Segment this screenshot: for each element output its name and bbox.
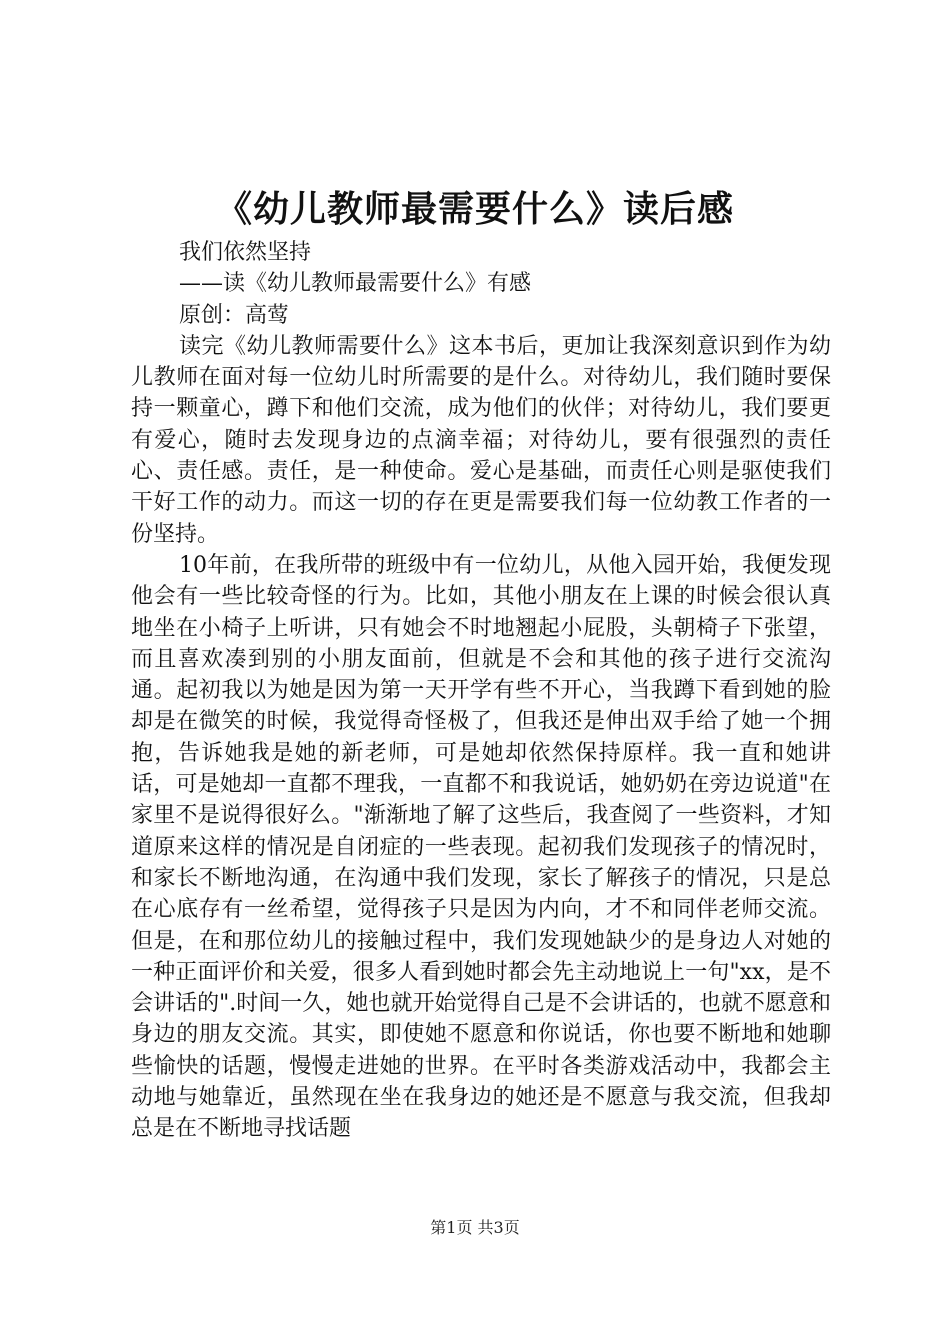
document-title: 《幼儿教师最需要什么》读后感 bbox=[215, 188, 734, 230]
document-body bbox=[131, 237, 831, 1145]
paragraph: 10年前，在我所带的班级中有一位幼儿，从他入园开始，我便发现他会有一些比较奇怪的行为。比如，其他小朋友在上课的时候会很认真地坐在小椅子上听讲，只有她会不时地翘起小屁股，头朝椅子下张望，而且喜欢凑到别的小朋友面前，但就是不会和其他的孩子进行交流沟通。起初我以为她是因为第一天开学有些不开心，当我蹲下看到她的脸却是在微笑的时候，我觉得奇怪极了，但我还是伸出双手给了她一个拥抱，告诉她我是她的新老师，可是她却依然保持原样。我一直和她讲话，可是她却一直都不理我，一直都不和我说话，她奶奶在旁边说道"在家里不是说得很好么。"渐渐地了解了这些后，我查阅了一些资料，才知道原来这样的情况是自闭症的一些表现。起初我们发现孩子的情况时，和家长不断地沟通，在沟通中我们发现，家长了解孩子的情况，只是总在心底存有一丝希望，觉得孩子只是因为内向，才不和同伴老师交流。但是，在和那位幼儿的接触过程中，我们发现她缺少的是身边人对她的一种正面评价和关爱，很多人看到她时都会先主动地说上一句"xx，是不会讲话的".时间一久，她也就开始觉得自己是不会讲话的，也就不愿意和身边的朋友交流。其实，即使她不愿意和你说话，你也要不断地和她聊些愉快的话题，慢慢走进她的世界。在平时各类游戏活动中，我都会主动地与她靠近，虽然现在坐在我身边的她还是不愿意与我交流，但我却总是在不断地寻找话题 bbox=[131, 552, 831, 1142]
subtitle-line: 我们依然坚持 bbox=[179, 240, 312, 265]
page-number: 第1页 共3页 bbox=[430, 1218, 520, 1237]
subtitle-line: ——读《幼儿教师最需要什么》有感 bbox=[179, 271, 532, 297]
paragraph: 读完《幼儿教师需要什么》这本书后，更加让我深刻意识到作为幼儿教师在面对每一位幼儿时所需要的是什么。对待幼儿，我们随时要保持一颗童心，蹲下和他们交流，成为他们的伙伴；对待幼儿，我们要更有爱心，随时去发现身边的点滴幸福；对待幼儿，要有很强烈的责任心、责任感。责任，是一种使命。爱心是基础，而责任心则是驱使我们干好工作的动力。而这一切的存在更是需要我们每一位幼教工作者的一份坚持。 bbox=[131, 333, 831, 547]
author-line: 原创：高莺 bbox=[179, 302, 290, 328]
